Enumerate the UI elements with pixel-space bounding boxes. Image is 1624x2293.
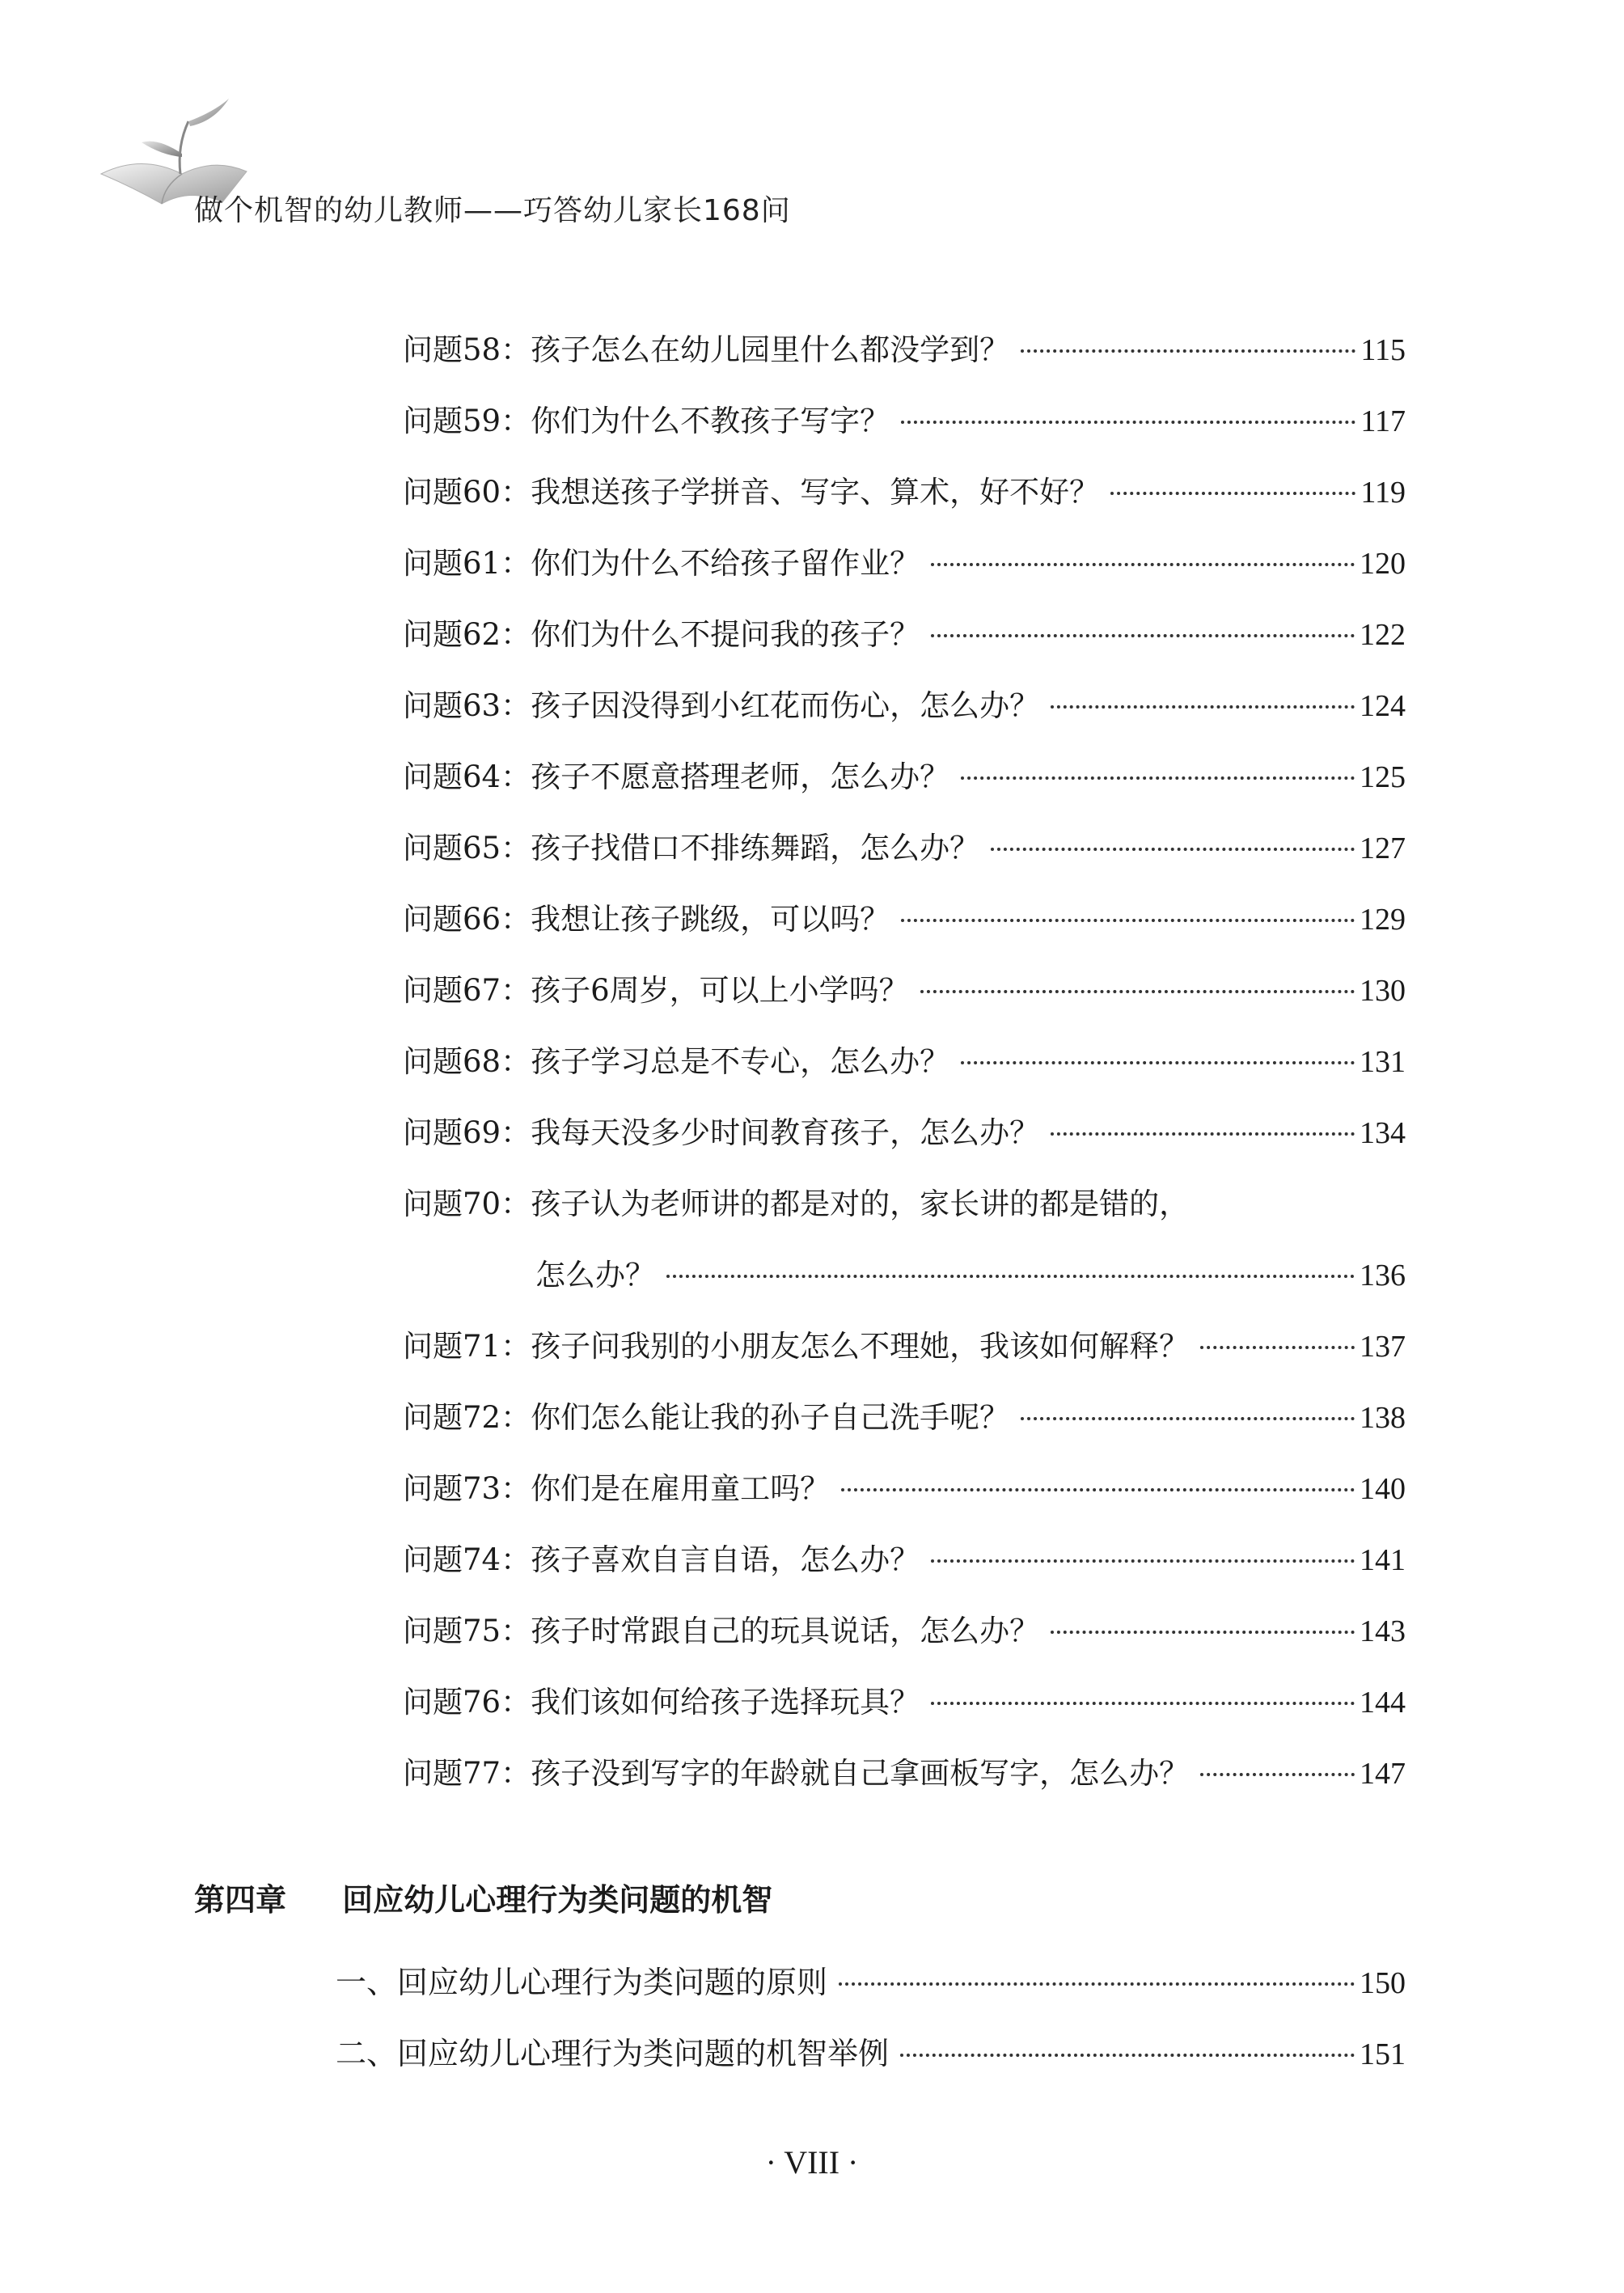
toc-entry-q74[interactable] bbox=[403, 1535, 1406, 1579]
dot-leader bbox=[931, 1559, 1355, 1563]
dot-leader bbox=[901, 421, 1355, 424]
toc-entry-page: 122 bbox=[1360, 618, 1406, 652]
toc-section-2[interactable] bbox=[336, 2029, 1406, 2073]
toc-entry-label: 问题61：你们为什么不给孩子留作业？ bbox=[403, 546, 920, 581]
toc-entry-q68[interactable] bbox=[403, 1037, 1406, 1081]
chapter-number: 第四章 bbox=[194, 1882, 287, 1918]
dot-leader bbox=[1021, 349, 1355, 353]
toc-entry-page: 131 bbox=[1360, 1045, 1406, 1079]
toc-entry-page: 127 bbox=[1360, 831, 1406, 865]
toc-entry-page: 115 bbox=[1360, 333, 1406, 367]
toc-entry-page: 124 bbox=[1360, 689, 1406, 723]
toc-entry-q65[interactable] bbox=[403, 823, 1406, 867]
dot-leader bbox=[1021, 1417, 1355, 1420]
toc-entry-q70-line1[interactable] bbox=[403, 1179, 1406, 1223]
toc-entry-label: 问题68：孩子学习总是不专心，怎么办？ bbox=[403, 1044, 950, 1079]
toc-entry-q66[interactable] bbox=[403, 895, 1406, 938]
toc-entry-label: 问题67：孩子6周岁，可以上小学吗？ bbox=[403, 973, 909, 1008]
toc-entry-page: 134 bbox=[1360, 1116, 1406, 1150]
toc-entry-page: 120 bbox=[1360, 547, 1406, 581]
toc-entry-label: 问题70：孩子认为老师讲的都是对的，家长讲的都是错的， bbox=[403, 1187, 1190, 1221]
toc-entry-label: 问题66：我想让孩子跳级，可以吗？ bbox=[403, 902, 890, 937]
toc-entry-label: 问题62：你们为什么不提问我的孩子？ bbox=[403, 617, 920, 652]
toc-entry-page: 117 bbox=[1360, 404, 1406, 438]
toc-entry-q60[interactable] bbox=[403, 467, 1406, 511]
dot-leader bbox=[900, 2054, 1355, 2057]
toc-entry-label: 问题73：你们是在雇用童工吗？ bbox=[403, 1471, 831, 1506]
page-number: · VIII · bbox=[765, 2144, 859, 2181]
dot-leader bbox=[666, 1275, 1355, 1278]
toc-entry-page: 136 bbox=[1360, 1259, 1406, 1292]
dot-leader bbox=[839, 1982, 1355, 1986]
page-header bbox=[0, 0, 1624, 243]
dot-leader bbox=[1110, 492, 1355, 495]
toc-entry-page: 143 bbox=[1360, 1614, 1406, 1648]
dot-leader bbox=[961, 776, 1355, 780]
toc-entry-q58[interactable] bbox=[403, 325, 1406, 369]
toc-entry-label: 问题69：我每天没多少时间教育孩子，怎么办？ bbox=[403, 1115, 1040, 1150]
book-title: 做个机智的幼儿教师——巧答幼儿家长168问 bbox=[194, 194, 791, 227]
toc-entry-page: 125 bbox=[1360, 760, 1406, 794]
toc-section-1[interactable] bbox=[336, 1957, 1406, 2002]
toc-section-page: 150 bbox=[1360, 1966, 1406, 2000]
toc-section-page: 151 bbox=[1360, 2037, 1406, 2071]
dot-leader bbox=[1051, 705, 1355, 709]
toc-entry-q72[interactable] bbox=[403, 1393, 1406, 1436]
dot-leader bbox=[901, 919, 1355, 922]
toc-entry-q69[interactable] bbox=[403, 1108, 1406, 1152]
dot-leader bbox=[961, 1061, 1355, 1064]
dot-leader bbox=[931, 563, 1355, 566]
toc-entry-q77[interactable] bbox=[403, 1749, 1406, 1792]
toc-entry-label: 问题74：孩子喜欢自言自语，怎么办？ bbox=[403, 1542, 920, 1577]
toc-entry-q75[interactable] bbox=[403, 1606, 1406, 1650]
dot-leader bbox=[1051, 1631, 1355, 1634]
toc-entry-label: 问题60：我想送孩子学拼音、写字、算术，好不好？ bbox=[403, 475, 1100, 510]
toc-entry-page: 141 bbox=[1360, 1543, 1406, 1577]
toc-entry-page: 129 bbox=[1360, 903, 1406, 937]
dot-leader bbox=[931, 634, 1355, 637]
toc-entry-label: 问题71：孩子问我别的小朋友怎么不理她，我该如何解释？ bbox=[403, 1329, 1190, 1364]
dot-leader bbox=[991, 848, 1355, 851]
dot-leader bbox=[1200, 1773, 1355, 1776]
toc-entry-label: 问题65：孩子找借口不排练舞蹈，怎么办？ bbox=[403, 831, 980, 865]
toc-entry-q71[interactable] bbox=[403, 1322, 1406, 1365]
toc-entry-label: 问题72：你们怎么能让我的孙子自己洗手呢？ bbox=[403, 1400, 1010, 1435]
dot-leader bbox=[1200, 1346, 1355, 1349]
dot-leader bbox=[931, 1702, 1355, 1705]
toc-entry-label: 问题76：我们该如何给孩子选择玩具？ bbox=[403, 1685, 920, 1720]
toc-section-label: 二、回应幼儿心理行为类问题的机智举例 bbox=[336, 2036, 890, 2071]
toc-entry-label: 怎么办？ bbox=[535, 1258, 655, 1292]
toc-section-label: 一、回应幼儿心理行为类问题的原则 bbox=[336, 1965, 828, 2000]
toc-entry-q76[interactable] bbox=[403, 1677, 1406, 1721]
toc-entry-q67[interactable] bbox=[403, 966, 1406, 1009]
toc-entry-q61[interactable] bbox=[403, 539, 1406, 582]
toc-entry-q73[interactable] bbox=[403, 1464, 1406, 1508]
chapter-title: 回应幼儿心理行为类问题的机智 bbox=[342, 1882, 773, 1918]
toc-entry-q63[interactable] bbox=[403, 681, 1406, 725]
toc-entry-label: 问题63：孩子因没得到小红花而伤心，怎么办？ bbox=[403, 688, 1040, 723]
toc-entry-label: 问题64：孩子不愿意搭理老师，怎么办？ bbox=[403, 759, 950, 794]
chapter-heading[interactable] bbox=[194, 1875, 772, 1919]
toc-entry-q59[interactable] bbox=[403, 396, 1406, 440]
toc-entry-page: 147 bbox=[1360, 1757, 1406, 1791]
toc-entry-q70-line2[interactable] bbox=[535, 1250, 1406, 1294]
toc-entry-label: 问题59：你们为什么不教孩子写字？ bbox=[403, 404, 890, 438]
dot-leader bbox=[841, 1488, 1355, 1491]
toc-entry-page: 130 bbox=[1360, 974, 1406, 1008]
toc-entry-page: 138 bbox=[1360, 1401, 1406, 1435]
dot-leader bbox=[1051, 1132, 1355, 1136]
toc-entry-page: 144 bbox=[1360, 1686, 1406, 1720]
toc-entry-page: 119 bbox=[1360, 476, 1406, 510]
toc-entry-q62[interactable] bbox=[403, 610, 1406, 654]
toc-entry-label: 问题75：孩子时常跟自己的玩具说话，怎么办？ bbox=[403, 1614, 1040, 1648]
toc-entry-page: 140 bbox=[1360, 1472, 1406, 1506]
toc-entry-label: 问题58：孩子怎么在幼儿园里什么都没学到？ bbox=[403, 332, 1010, 367]
toc-entry-q64[interactable] bbox=[403, 752, 1406, 796]
toc-entry-label: 问题77：孩子没到写字的年龄就自己拿画板写字，怎么办？ bbox=[403, 1756, 1190, 1791]
dot-leader bbox=[920, 990, 1355, 993]
toc-entry-page: 137 bbox=[1360, 1330, 1406, 1364]
